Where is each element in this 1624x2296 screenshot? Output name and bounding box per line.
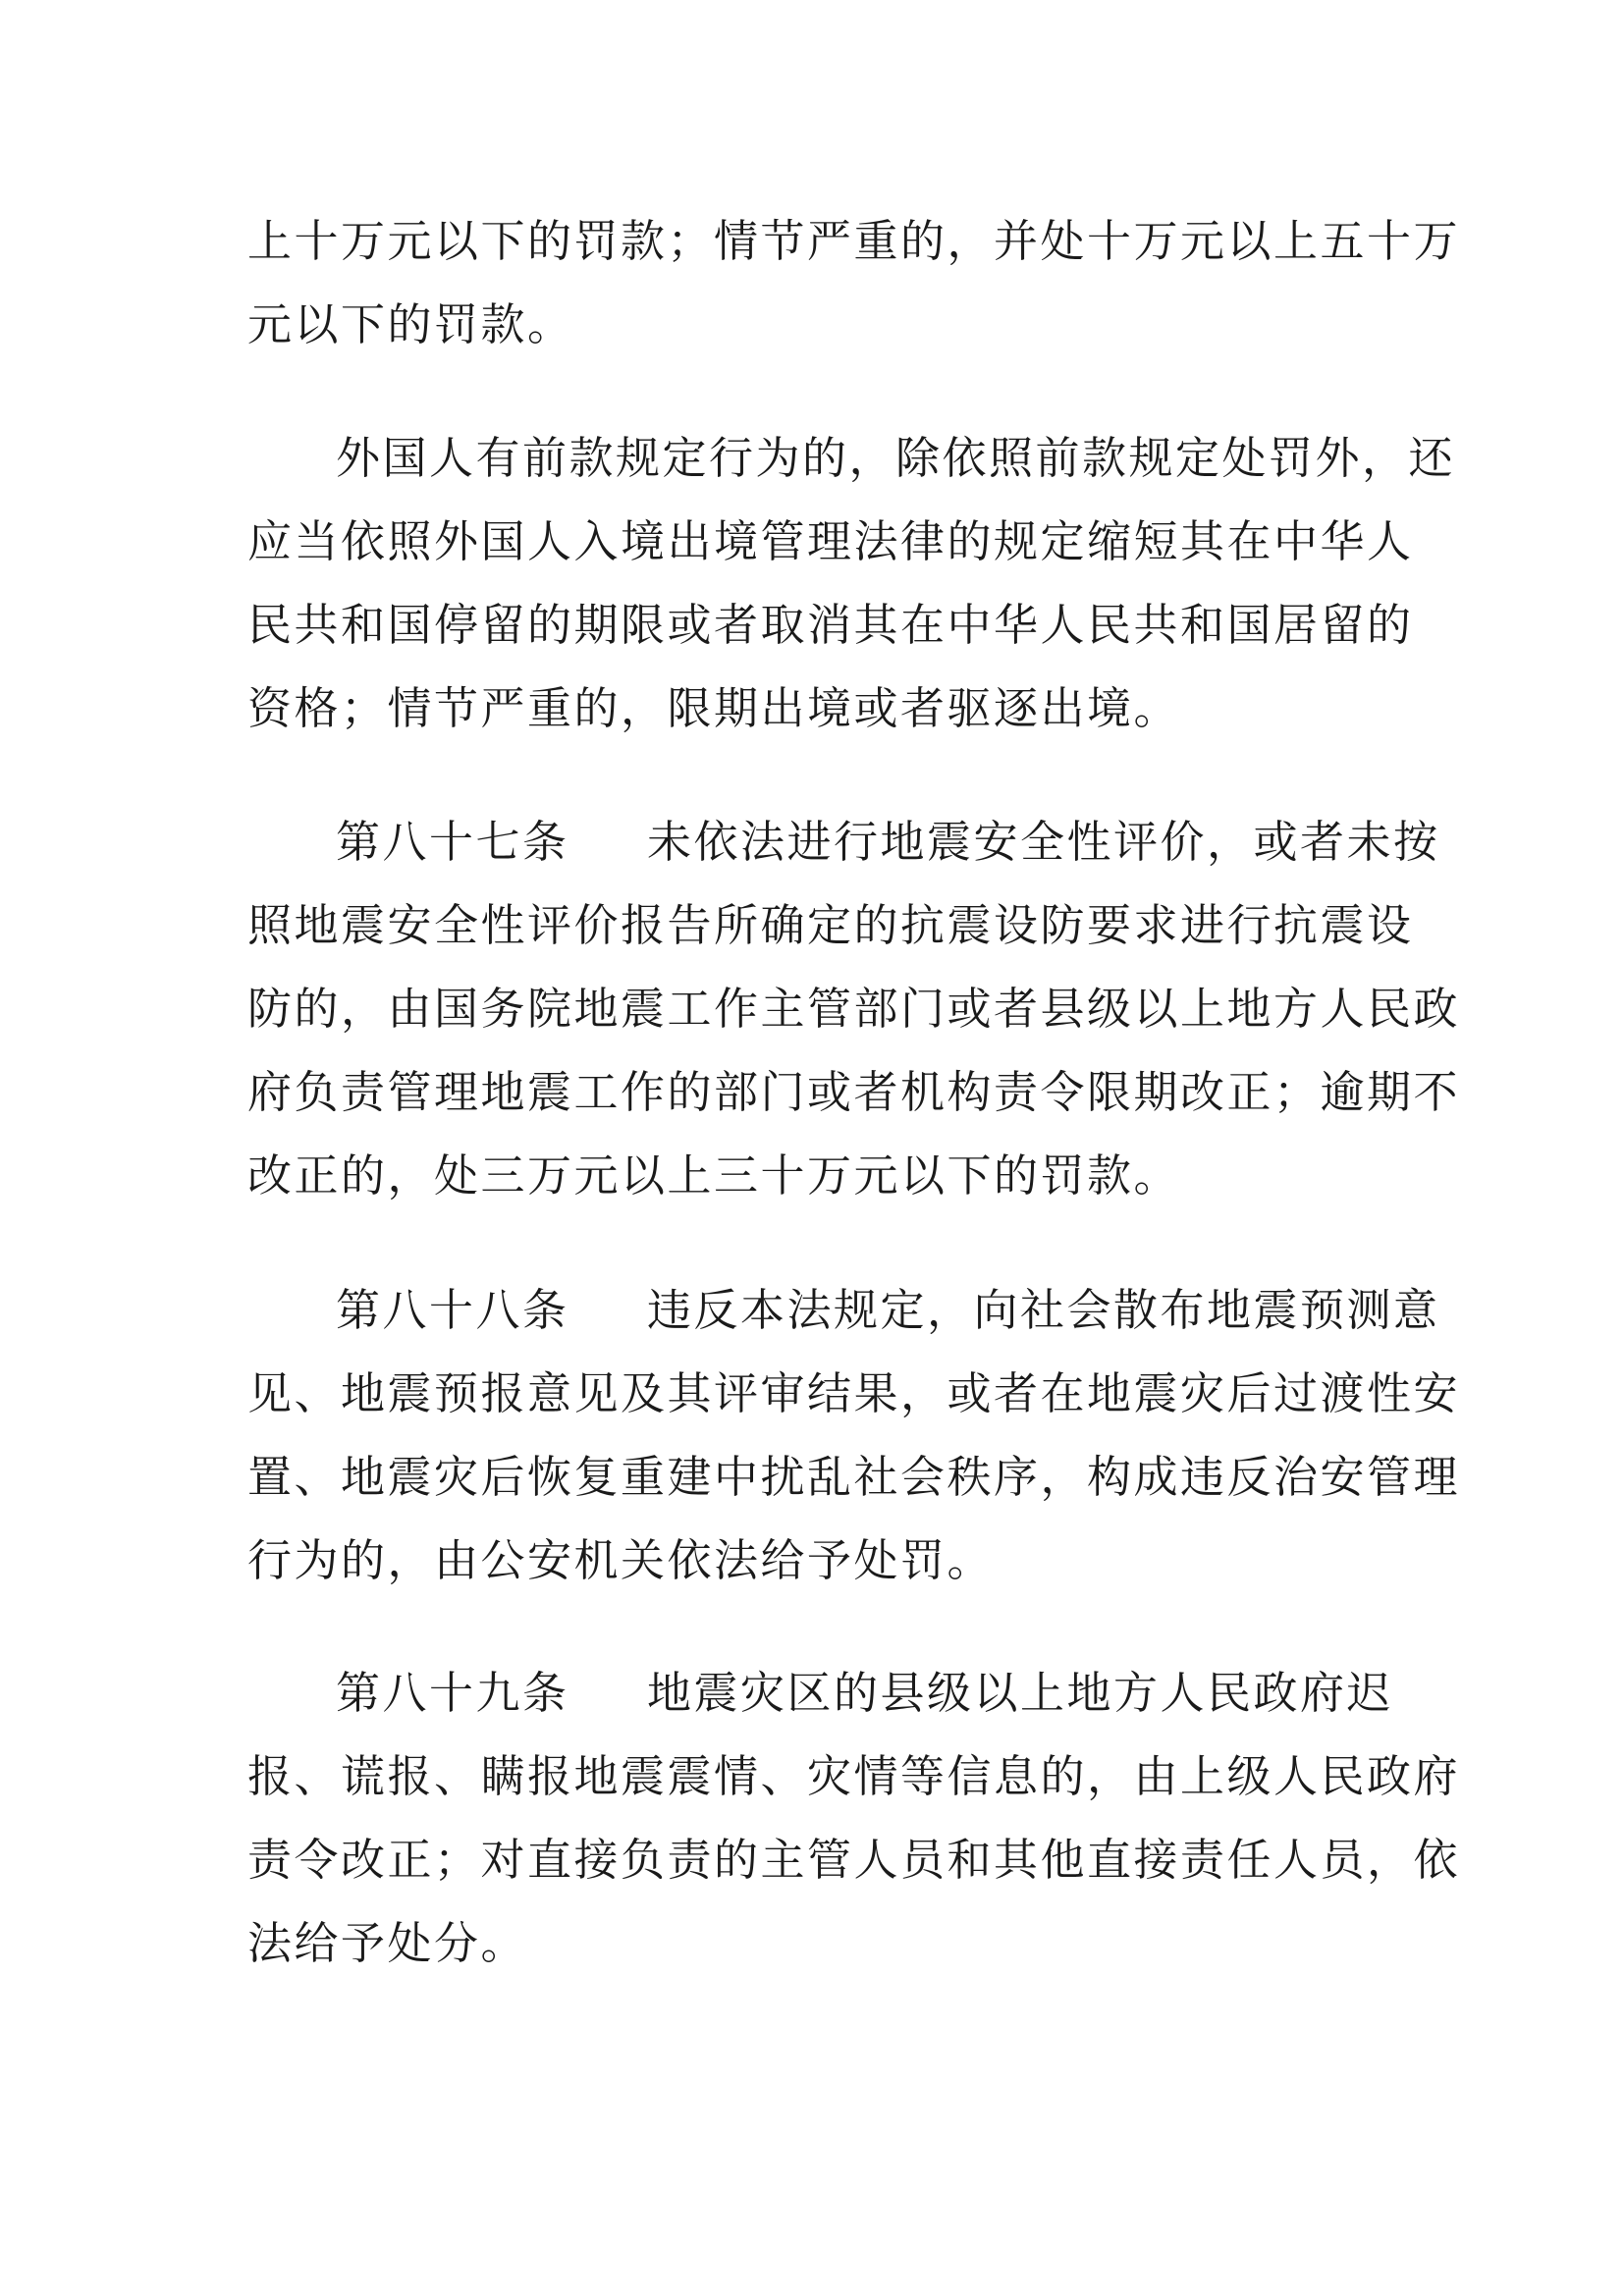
text-line: 应当依照外国人入境出境管理法律的规定缩短其在中华人 [247, 515, 1414, 567]
text-line: 资格；情节严重的，限期出境或者驱逐出境。 [247, 682, 1181, 734]
text-line: 法给予处分。 [247, 1917, 528, 1969]
text-line: 府负责管理地震工作的部门或者机构责令限期改正；逾期不 [247, 1066, 1461, 1118]
text-line: 改正的，处三万元以上三十万元以下的罚款。 [247, 1149, 1181, 1201]
article-text: 地震灾区的县级以上地方人民政府迟 [647, 1667, 1394, 1719]
article-number: 第八十九条 [336, 1667, 569, 1719]
article-text: 未依法进行地震安全性评价，或者未按 [647, 816, 1440, 868]
text-line: 见、地震预报意见及其评审结果，或者在地震灾后过渡性安 [247, 1367, 1461, 1419]
article-89 [247, 1651, 1461, 1985]
text-line: 报、谎报、瞒报地震震情、灾情等信息的，由上级人民政府 [247, 1750, 1461, 1802]
article-88 [247, 1268, 1461, 1602]
text-line: 行为的，由公安机关依法给予处罚。 [247, 1534, 995, 1586]
text-line: 置、地震灾后恢复重建中扰乱社会秩序，构成违反治安管理 [247, 1451, 1461, 1503]
paragraph-foreigner-clause [247, 416, 1456, 750]
text-line: 照地震安全性评价报告所确定的抗震设防要求进行抗震设 [247, 899, 1414, 951]
paragraph-continuation [247, 199, 1461, 366]
article-text: 违反本法规定，向社会散布地震预测意 [647, 1284, 1440, 1336]
text-line: 民共和国停留的期限或者取消其在中华人民共和国居留的 [247, 599, 1414, 651]
text-line: 上十万元以下的罚款；情节严重的，并处十万元以上五十万 [247, 215, 1461, 267]
text-line [247, 1268, 1440, 1352]
text-line [247, 1651, 1396, 1735]
text-line: 防的，由国务院地震工作主管部门或者县级以上地方人民政 [247, 983, 1461, 1035]
article-87 [247, 800, 1461, 1217]
article-number: 第八十七条 [336, 816, 569, 868]
text-line [247, 800, 1440, 883]
text-line: 责令改正；对直接负责的主管人员和其他直接责任人员，依 [247, 1834, 1461, 1886]
text-line: 元以下的罚款。 [247, 298, 574, 350]
article-number: 第八十八条 [336, 1284, 569, 1336]
text-line: 外国人有前款规定行为的，除依照前款规定处罚外，还 [336, 432, 1456, 484]
